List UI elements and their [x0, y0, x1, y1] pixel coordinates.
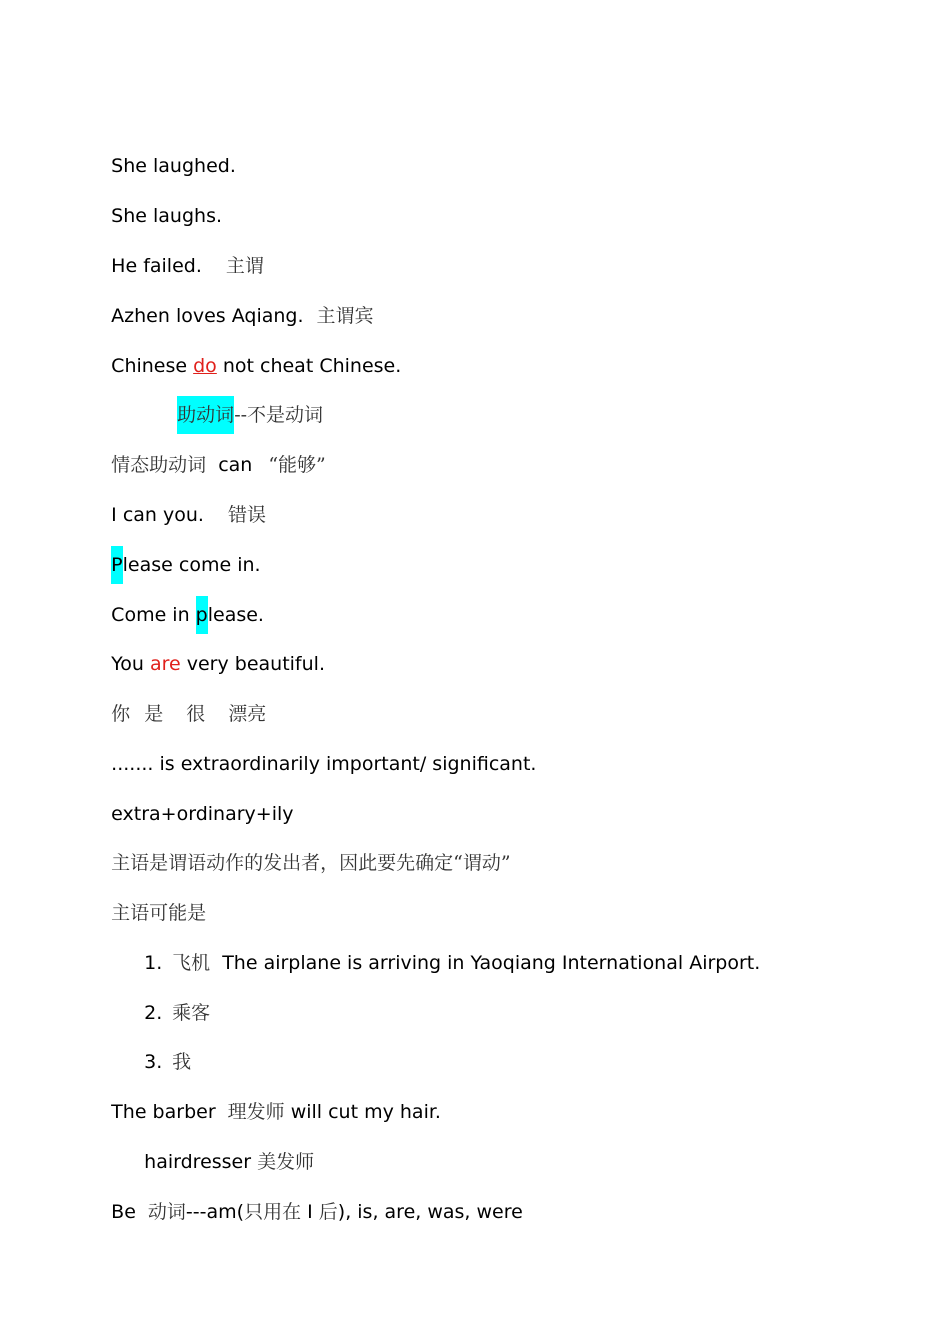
note-modal-verb: [87, 426, 326, 476]
highlighted-p: P: [111, 546, 122, 584]
note-subject-rule: [87, 824, 511, 874]
text: --不是动词: [234, 404, 324, 426]
text: ....... is extraordinarily important/ significant.: [111, 753, 537, 775]
text: The airplane is arriving in Yaoqiang International Airport.: [222, 952, 761, 974]
word-breakdown: [87, 775, 294, 825]
highlighted-do: do: [193, 355, 217, 377]
text: hairdresser: [144, 1151, 258, 1173]
list-item-2: [120, 974, 211, 1024]
text: 理发师: [227, 1101, 285, 1123]
text: Come in: [111, 604, 196, 626]
highlighted-p: p: [196, 596, 208, 634]
sentence-he-failed: [87, 227, 264, 277]
text: 是: [144, 703, 164, 725]
text: He failed.: [111, 255, 202, 277]
text: 动词: [147, 1201, 186, 1223]
text: 飞机: [172, 952, 211, 974]
sentence-come-in-please: [87, 576, 264, 626]
text: Azhen loves Aqiang.: [111, 305, 304, 327]
list-item-3: [120, 1023, 192, 1073]
sentence-chinese-do-not: [87, 327, 402, 377]
note-cn: 主谓宾: [316, 305, 374, 327]
sentence-she-laughs: [87, 177, 223, 227]
note-be-verb: [87, 1173, 523, 1223]
note-cn: 错误: [227, 504, 266, 526]
text: 情态助动词: [111, 454, 207, 476]
text: 后: [318, 1201, 338, 1223]
text: 主语可能是: [111, 902, 207, 924]
text: very beautiful.: [180, 653, 325, 675]
text: Be: [111, 1201, 136, 1223]
list-number: 1.: [144, 952, 163, 974]
text: 主语是谓语动作的发出者，因此要先确定“谓动”: [111, 852, 511, 874]
sentence-barber: [87, 1073, 441, 1123]
text: lease come in.: [122, 554, 261, 576]
note-subject-possible: [87, 874, 207, 924]
word-hairdresser: [120, 1123, 315, 1173]
sentence-i-can-you: [87, 476, 266, 526]
text: 漂亮: [228, 703, 267, 725]
text: You: [111, 653, 150, 675]
sentence-you-are-beautiful: [87, 625, 325, 675]
text: lease.: [207, 604, 264, 626]
text: 乘客: [172, 1002, 211, 1024]
text: Chinese: [111, 355, 194, 377]
text: “能够”: [268, 454, 326, 476]
translation-cn: [87, 675, 267, 725]
text: 只用在: [244, 1201, 302, 1223]
text: 美发师: [257, 1151, 315, 1173]
highlighted-auxiliary: 助动词: [177, 396, 234, 434]
text: ), is, are, was, were: [337, 1201, 523, 1223]
text: 很: [186, 703, 206, 725]
note-auxiliary-verb: [153, 376, 324, 426]
text: 我: [172, 1051, 192, 1073]
list-number: 3.: [144, 1051, 163, 1073]
text: ---am(: [185, 1201, 245, 1223]
text: The barber: [111, 1101, 216, 1123]
list-item-1: [120, 924, 761, 974]
list-number: 2.: [144, 1002, 163, 1024]
text: I: [301, 1201, 319, 1223]
text: can: [218, 454, 253, 476]
note-cn: 主谓: [225, 255, 264, 277]
sentence-extraordinarily: [87, 725, 537, 775]
text: will cut my hair.: [284, 1101, 441, 1123]
highlighted-are: are: [149, 653, 181, 675]
text: She laughs.: [111, 205, 223, 227]
text: 你: [111, 703, 131, 725]
sentence-please-come-in: [87, 526, 261, 576]
text: I can you.: [111, 504, 204, 526]
text: She laughed.: [111, 155, 236, 177]
sentence-azhen-loves: [87, 277, 374, 327]
sentence-she-laughed: [87, 127, 236, 177]
text: not cheat Chinese.: [216, 355, 402, 377]
text: extra+ordinary+ily: [111, 803, 294, 825]
